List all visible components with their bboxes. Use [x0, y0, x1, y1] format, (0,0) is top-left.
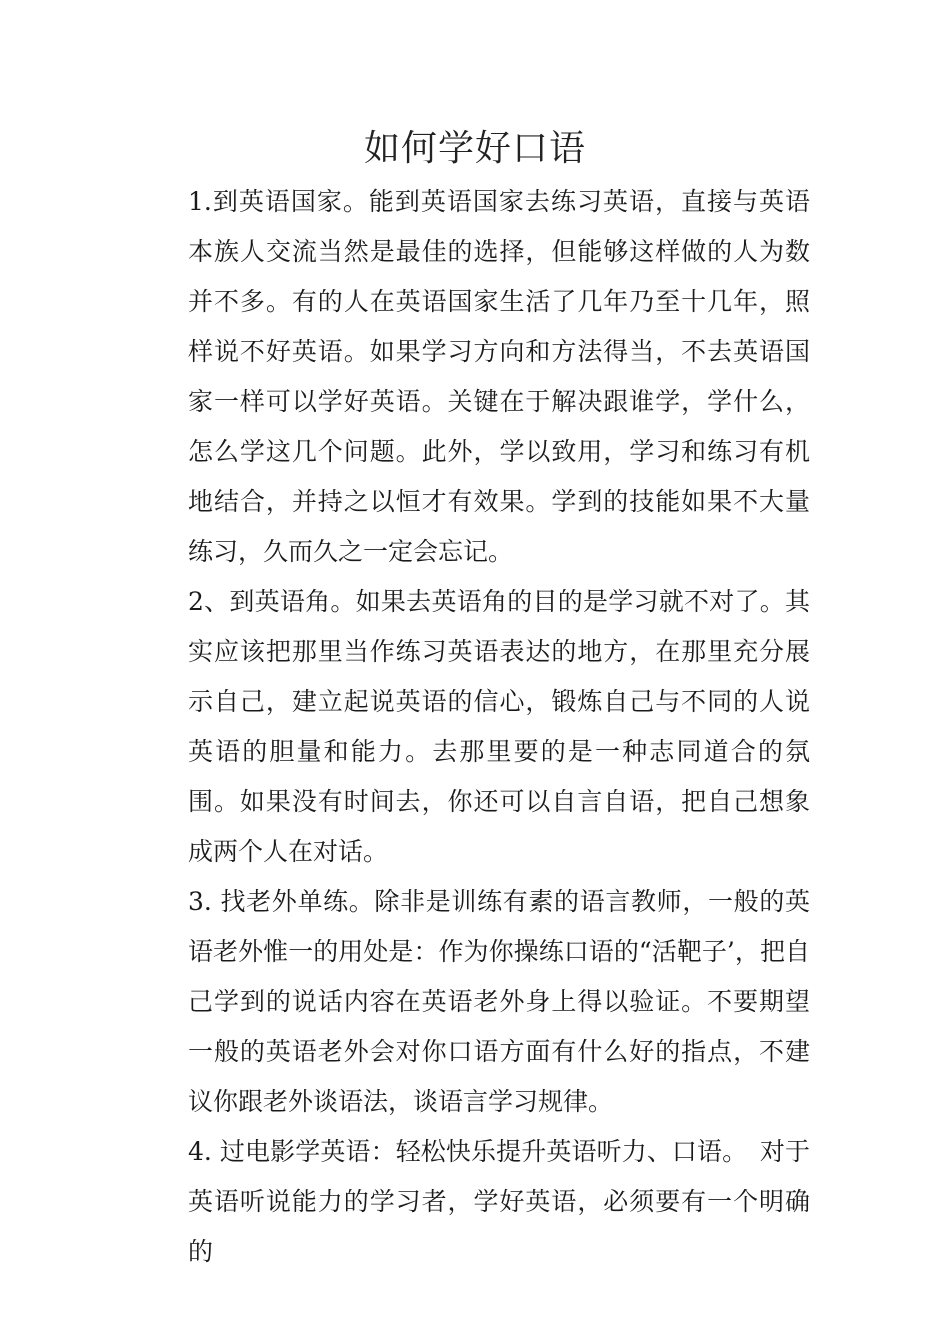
document-body	[188, 177, 810, 1277]
paragraph-4: 4. 过电影学英语：轻松快乐提升英语听力、口语。 对于英语听说能力的学习者，学好英语，必须要有一个明确的	[188, 1137, 810, 1266]
paragraph-2: 2、到英语角。如果去英语角的目的是学习就不对了。其实应该把那里当作练习英语表达的地方，在那里充分展示自己，建立起说英语的信心，锻炼自己与不同的人说英语的胆量和能力。去那里要的是一种志同道合的氛围。如果没有时间去，你还可以自言自语，把自己想象成两个人在对话。	[188, 587, 810, 866]
paragraph-1: 1.到英语国家。能到英语国家去练习英语，直接与英语本族人交流当然是最佳的选择，但能够这样做的人为数并不多。有的人在英语国家生活了几年乃至十几年，照样说不好英语。如果学习方向和方法得当，不去英语国家一样可以学好英语。关键在于解决跟谁学，学什么，怎么学这几个问题。此外，学以致用，学习和练习有机地结合，并持之以恒才有效果。学到的技能如果不大量练习，久而久之一定会忘记。	[188, 187, 810, 566]
paragraph-3: 3. 找老外单练。除非是训练有素的语言教师，一般的英语老外惟一的用处是：作为你操练口语的“活靶子’，把自己学到的说话内容在英语老外身上得以验证。不要期望一般的英语老外会对你口语方面有什么好的指点，不建议你跟老外谈语法，谈语言学习规律。	[188, 887, 810, 1116]
document-title: 如何学好口语	[363, 128, 586, 169]
